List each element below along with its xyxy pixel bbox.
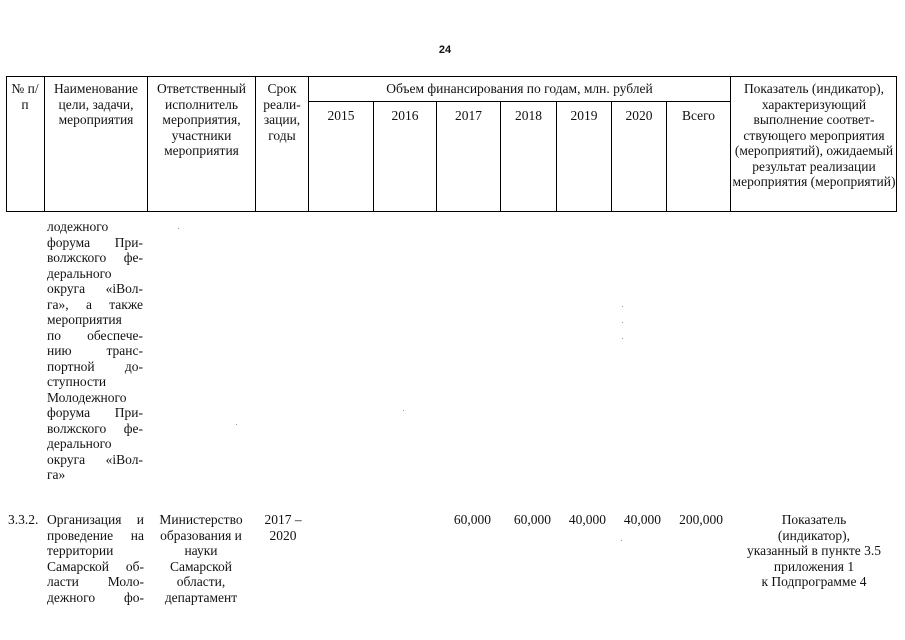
scan-speck [622,306,623,307]
row-name-line: Самарской об- [47,558,144,574]
header-year-2019: 2019 [570,108,598,123]
row-indicator-line: указанный в пункте 3.5 [746,543,881,558]
continuation-line: округа «iВол- [47,281,143,296]
value-2018: 60,000 [513,512,551,527]
row-name-line: дежного фо- [47,589,144,605]
continuation-line: га» [47,467,66,482]
continuation-line: по обеспече- [47,327,143,343]
header-executor: Ответственный исполнитель мероприятия, участники мероприятия [157,81,246,158]
row-executor-line: образования и [160,527,242,543]
continuation-line: га», а также [47,296,143,312]
col-border-12 [896,76,897,212]
continuation-line: дерального [47,436,112,451]
continuation-line: мероприятия [47,312,122,327]
col-border-0 [6,76,7,212]
continuation-line: Молодежного [47,389,127,405]
row-indicator-line: к Подпрограмме 4 [761,574,867,589]
continuation-line: форума При- [47,405,143,420]
row-name-line: Организация и [47,512,144,527]
continuation-line: волжского фе- [47,420,143,436]
row-number: 3.3.2. [8,512,39,527]
header-name: Наименование цели, задачи, мероприятия [53,81,139,127]
continuation-block [47,219,143,483]
row-term-line: 2020 [269,527,297,543]
scan-speck [403,410,404,411]
row-executor-line: науки [184,543,218,558]
row-name-line: территории [47,543,114,558]
row-executor-line: Самарской [169,558,233,574]
scan-speck [621,540,622,541]
header-year-2018: 2018 [515,108,542,123]
row-executor-line: Министерство [159,512,243,527]
row-executor [150,512,252,605]
continuation-line: форума При- [47,234,143,250]
scan-speck [622,322,623,323]
row-name-line: ласти Моло- [47,574,144,589]
scan-speck [178,228,179,229]
header-indicator: Показатель (индикатор), характеризующий выполнение соответ- ствующего мероприятия (мероприятий), ожидаемый результат реализации мероприятия (мероприятий) [732,81,896,189]
value-2020: 40,000 [623,512,661,527]
continuation-line: дерального [47,265,112,281]
header-bottom-border [6,211,897,212]
continuation-line: ступности [47,374,107,389]
page-number: 24 [438,44,452,56]
value-total: 200,000 [679,512,723,527]
row-name-line: проведение на [47,527,144,543]
continuation-line: портной до- [47,358,143,374]
continuation-line: округа «iВол- [47,451,143,467]
continuation-line: нию транс- [47,343,143,358]
row-name [47,512,144,605]
value-2017: 60,000 [453,512,491,527]
col-border-3 [255,76,256,212]
row-executor-line: департамент [164,589,238,605]
row-indicator-line: приложения 1 [773,558,855,574]
row-indicator-line: (индикатор), [777,527,851,543]
header-total: Всего [681,108,716,123]
header-year-2020: 2020 [625,108,653,123]
col-border-11 [730,76,731,212]
header-year-2017: 2017 [455,108,482,123]
value-2019: 40,000 [568,512,606,527]
header-year-2016: 2016 [391,108,419,123]
header-num: № п/п [11,81,39,112]
header-term: Срок реали- зации, годы [263,81,301,143]
header-year-2015: 2015 [327,108,355,123]
row-indicator-line: Показатель [781,512,847,527]
row-term [258,512,308,543]
scan-speck [622,338,623,339]
header-funding-title: Объем финансирования по годам, млн. рублей [386,81,653,96]
continuation-line: лодежного [47,219,109,234]
row-indicator [732,512,896,590]
scan-speck [236,424,237,425]
row-executor-line: области, [176,574,226,589]
row-term-line: 2017 – [264,512,302,527]
table-top-border [6,76,897,77]
continuation-line: волжского фе- [47,250,143,265]
